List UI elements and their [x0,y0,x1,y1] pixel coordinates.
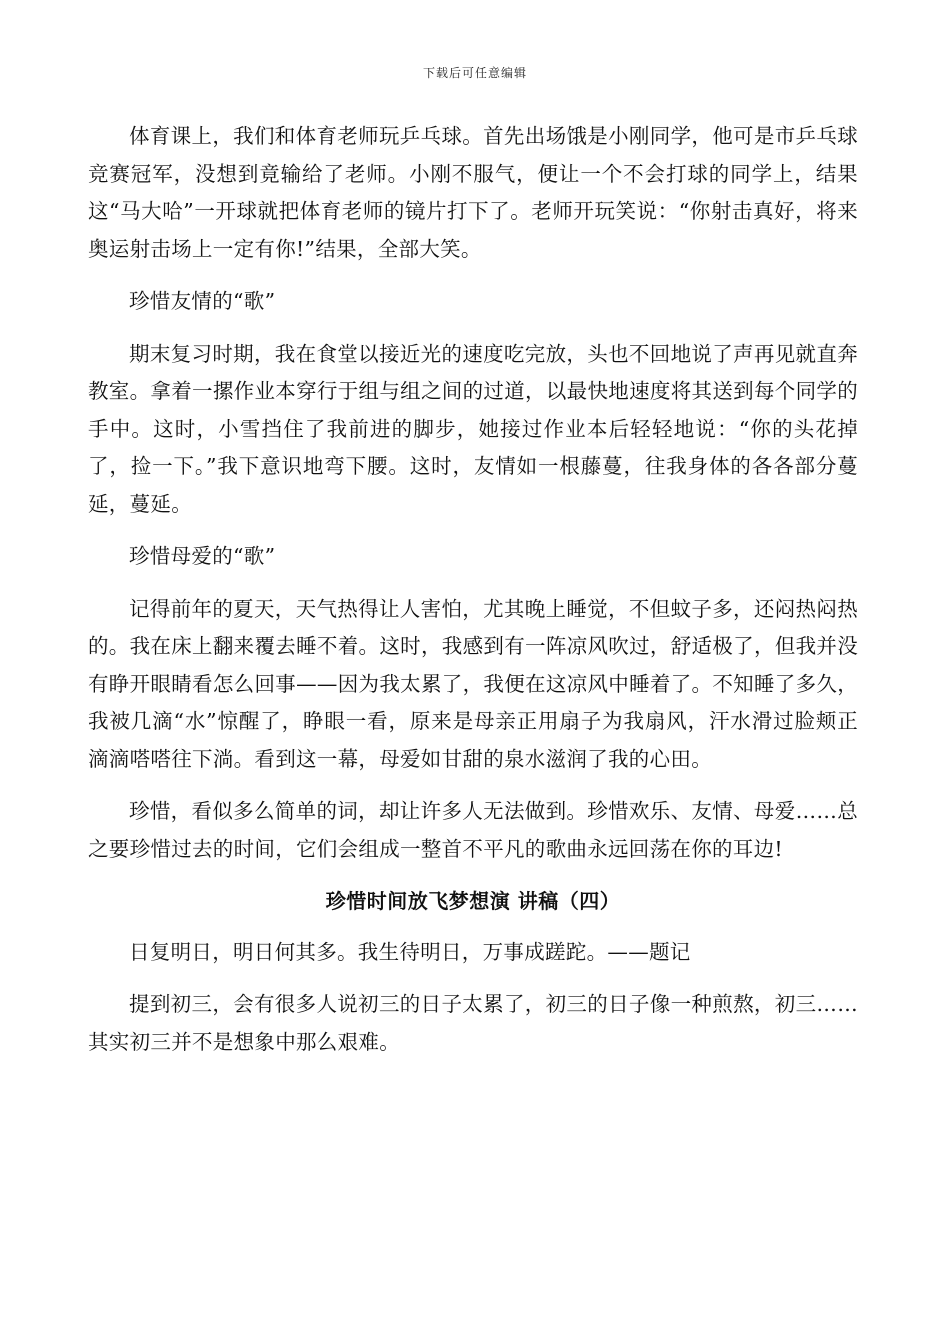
paragraph-table-tennis: 体育课上，我们和体育老师玩乒乓球。首先出场饿是小刚同学，他可是市乒乓球竞赛冠军，没想到竟输给了老师。小刚不服气，便让一个不会打球的同学上，结果这“马大哈”一开球就把体育老师的镜片打下了。老师开玩笑说：“你射击真好，将来奥运射击场上一定有你!”结果，全部大笑。 [88,124,858,261]
section-title: 珍惜时间放飞梦想演 讲稿（四） [325,889,621,913]
document-body [88,118,858,1076]
page-header: 下载后可任意编辑 [422,66,527,80]
paragraph-motherlove: 记得前年的夏天，天气热得让人害怕，尤其晚上睡觉，不但蚊子多，还闷热闷热的。我在床上翻来覆去睡不着。这时，我感到有一阵凉风吹过，舒适极了，但我并没有睁开眼睛看怎么回事——因为我太累了，我便在这凉风中睡着了。不知睡了多久，我被几滴“水”惊醒了，睁眼一看，原来是母亲正用扇子为我扇风，汗水滑过脸颊正滴滴嗒嗒往下淌。看到这一幕，母爱如甘甜的泉水滋润了我的心田。 [88,596,858,771]
paragraph-motherlove-title: 珍惜母爱的“歌” [129,544,276,568]
paragraph-grade-nine: 提到初三，会有很多人说初三的日子太累了，初三的日子像一种煎熬，初三……其实初三并不是想象中那么艰难。 [88,992,858,1054]
paragraph-epigraph: 日复明日，明日何其多。我生待明日，万事成蹉跎。——题记 [129,939,691,964]
paragraph-friendship-title: 珍惜友情的“歌” [129,289,276,313]
paragraph-friendship: 期末复习时期，我在食堂以接近光的速度吃完放，头也不回地说了声再见就直奔教室。拿着一摞作业本穿行于组与组之间的过道，以最快地速度将其送到每个同学的手中。这时，小雪挡住了我前进的脚步，她接过作业本后轻轻地说：“你的头花掉了，捡一下。”我下意识地弯下腰。这时，友情如一根藤蔓，往我身体的各各部分蔓延，蔓延。 [88,341,858,516]
paragraph-conclusion: 珍惜，看似多么简单的词，却让许多人无法做到。珍惜欢乐、友情、母爱……总之要珍惜过去的时间，它们会组成一整首不平凡的歌曲永远回荡在你的耳边! [88,799,858,861]
